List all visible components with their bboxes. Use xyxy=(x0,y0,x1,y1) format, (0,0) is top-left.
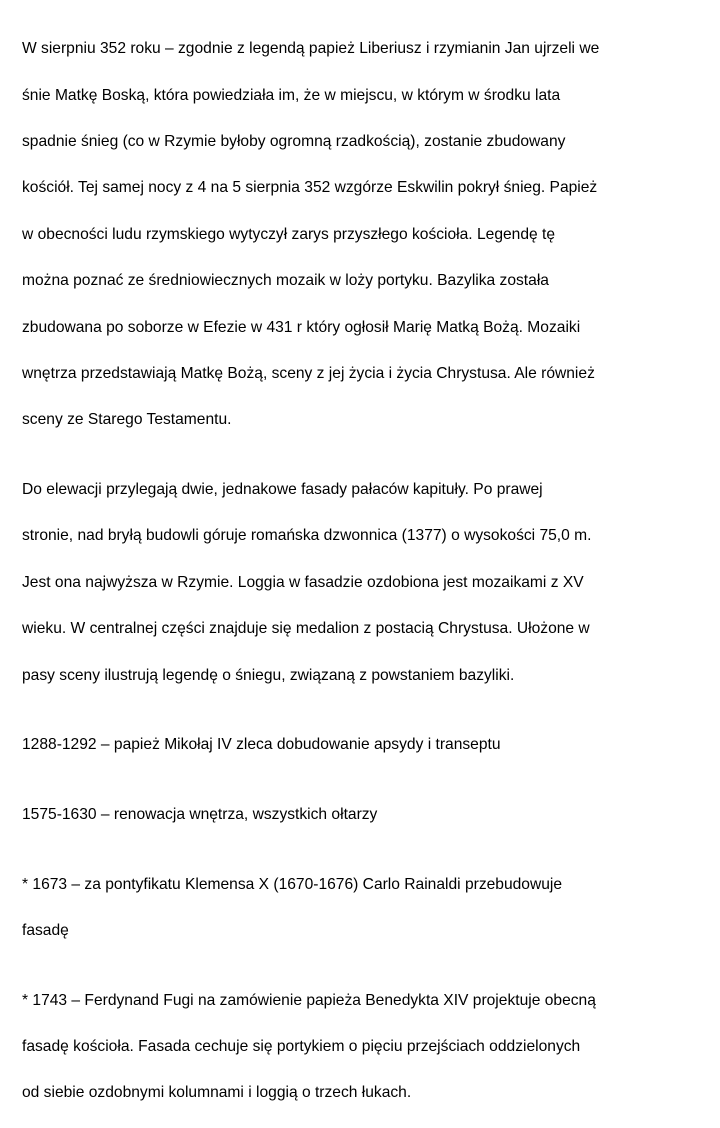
text-block xyxy=(22,14,712,1128)
text-line: fasadę kościoła. Fasada cechuje się portykiem o pięciu przejściach oddzielonych xyxy=(22,1037,581,1055)
paragraph-legend xyxy=(22,14,712,455)
text-line: * 1673 – za pontyfikatu Klemensa X (1670-1676) Carlo Rainaldi przebudowuje xyxy=(22,875,563,893)
text-line: W sierpniu 352 roku – zgodnie z legendą papież Liberiusz i rzymianin Jan ujrzeli we xyxy=(22,40,600,58)
text-line: wnętrza przedstawiają Matkę Bożą, sceny z jej życia i życia Chrystusa. Ale również xyxy=(22,365,595,383)
text-line: Do elewacji przylegają dwie, jednakowe fasady pałaców kapituły. Po prawej xyxy=(22,481,543,499)
text-line: pasy sceny ilustrują legendę o śniegu, związaną z powstaniem bazyliki. xyxy=(22,666,515,684)
text-line: Jest ona najwyższa w Rzymie. Loggia w fasadzie ozdobiona jest mozaikami z XV xyxy=(22,573,584,591)
timeline-entry-1288 xyxy=(22,710,712,780)
text-line: od siebie ozdobnymi kolumnami i loggią o trzech łukach. xyxy=(22,1084,412,1102)
text-line: można poznać ze średniowiecznych mozaik w loży portyku. Bazylika została xyxy=(22,272,549,290)
text-line: spadnie śnieg (co w Rzymie byłoby ogromną rzadkością), zostanie zbudowany xyxy=(22,133,566,151)
text-line: * 1743 – Ferdynand Fugi na zamówienie papieża Benedykta XIV projektuje obecną xyxy=(22,991,596,1009)
text-line: fasadę xyxy=(22,921,69,939)
timeline-entry-1673 xyxy=(22,849,712,965)
timeline-entry-1575 xyxy=(22,780,712,850)
text-line: 1575-1630 – renowacja wnętrza, wszystkich ołtarzy xyxy=(22,805,378,823)
paragraph-facade xyxy=(22,455,712,710)
text-line: śnie Matkę Boską, która powiedziała im, że w miejscu, w którym w środku lata xyxy=(22,86,561,104)
text-line: wieku. W centralnej części znajduje się medalion z postacią Chrystusa. Ułożone w xyxy=(22,620,590,638)
text-line: kościół. Tej samej nocy z 4 na 5 sierpnia 352 wzgórze Eskwilin pokrył śnieg. Papież xyxy=(22,179,598,197)
text-line: 1288-1292 – papież Mikołaj IV zleca dobudowanie apsydy i transeptu xyxy=(22,736,501,754)
text-line: zbudowana po soborze w Efezie w 431 r który ogłosił Marię Matką Bożą. Mozaiki xyxy=(22,318,581,336)
timeline-entry-1743 xyxy=(22,965,712,1127)
text-line: stronie, nad bryłą budowli góruje romańska dzwonnica (1377) o wysokości 75,0 m. xyxy=(22,527,592,545)
text-line: sceny ze Starego Testamentu. xyxy=(22,411,232,429)
text-line: w obecności ludu rzymskiego wytyczył zarys przyszłego kościoła. Legendę tę xyxy=(22,225,556,243)
